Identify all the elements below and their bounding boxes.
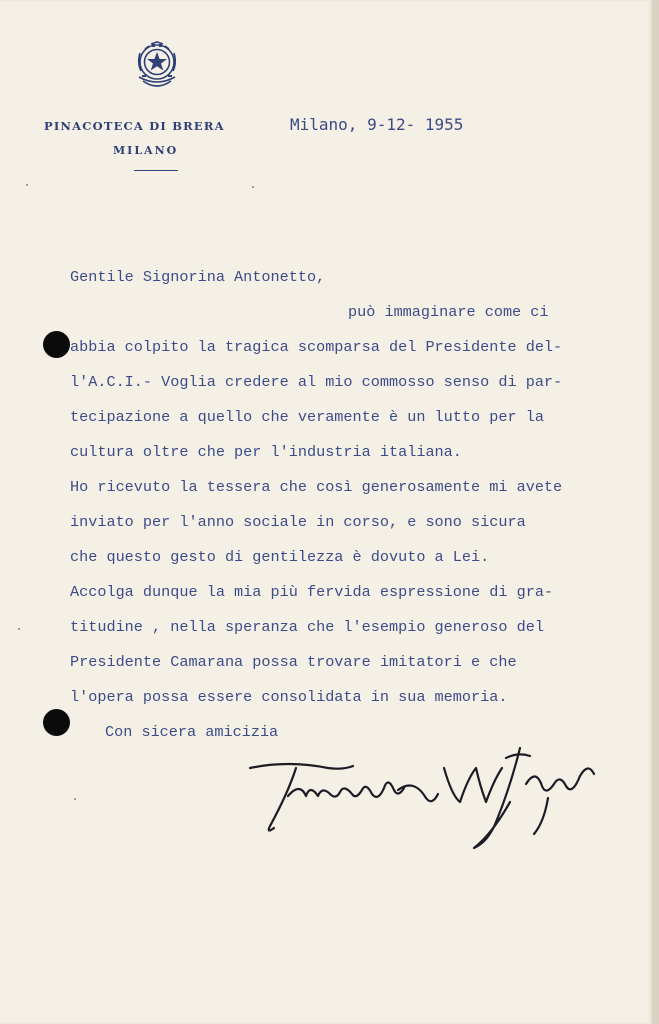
body-line-4: tecipazione a quello che veramente è un lutto per la (70, 408, 544, 426)
body-line-8: che questo gesto di gentilezza è dovuto a Lei. (70, 548, 490, 566)
letterhead-divider (134, 170, 178, 171)
sheet-edge (652, 0, 659, 1024)
dateline: Milano, 9-12- 1955 (290, 115, 464, 134)
paper-speck (74, 798, 76, 800)
letterhead-institution: PINACOTECA DI BRERA (44, 119, 225, 133)
body-line-11: Presidente Camarana possa trovare imitatori e che (70, 653, 517, 671)
handwritten-signature (248, 738, 598, 853)
body-line-2: abbia colpito la tragica scomparsa del Presidente del- (70, 338, 563, 356)
body-line-5: cultura oltre che per l'industria italiana. (70, 443, 462, 461)
punch-hole-bottom (43, 709, 70, 736)
body-line-12: l'opera possa essere consolidata in sua memoria. (70, 688, 508, 706)
body-line-1: può immaginare come ci (348, 303, 549, 321)
body-line-10: titudine , nella speranza che l'esempio generoso del (70, 618, 544, 636)
body-line-9: Accolga dunque la mia più fervida espressione di gra- (70, 583, 554, 601)
italian-republic-emblem-icon (131, 37, 183, 93)
paper-speck (252, 186, 254, 188)
salutation: Gentile Signorina Antonetto, (70, 268, 326, 286)
punch-hole-top (43, 331, 70, 358)
paper-speck (18, 628, 20, 630)
letterhead-city: MILANO (113, 144, 179, 157)
body-line-3: l'A.C.I.- Voglia credere al mio commosso senso di par- (70, 373, 563, 391)
closing: Con sicera amicizia (105, 723, 279, 741)
paper-speck (26, 184, 28, 186)
body-line-6: Ho ricevuto la tessera che così generosamente mi avete (70, 478, 563, 496)
body-line-7: inviato per l'anno sociale in corso, e sono sicura (70, 513, 526, 531)
